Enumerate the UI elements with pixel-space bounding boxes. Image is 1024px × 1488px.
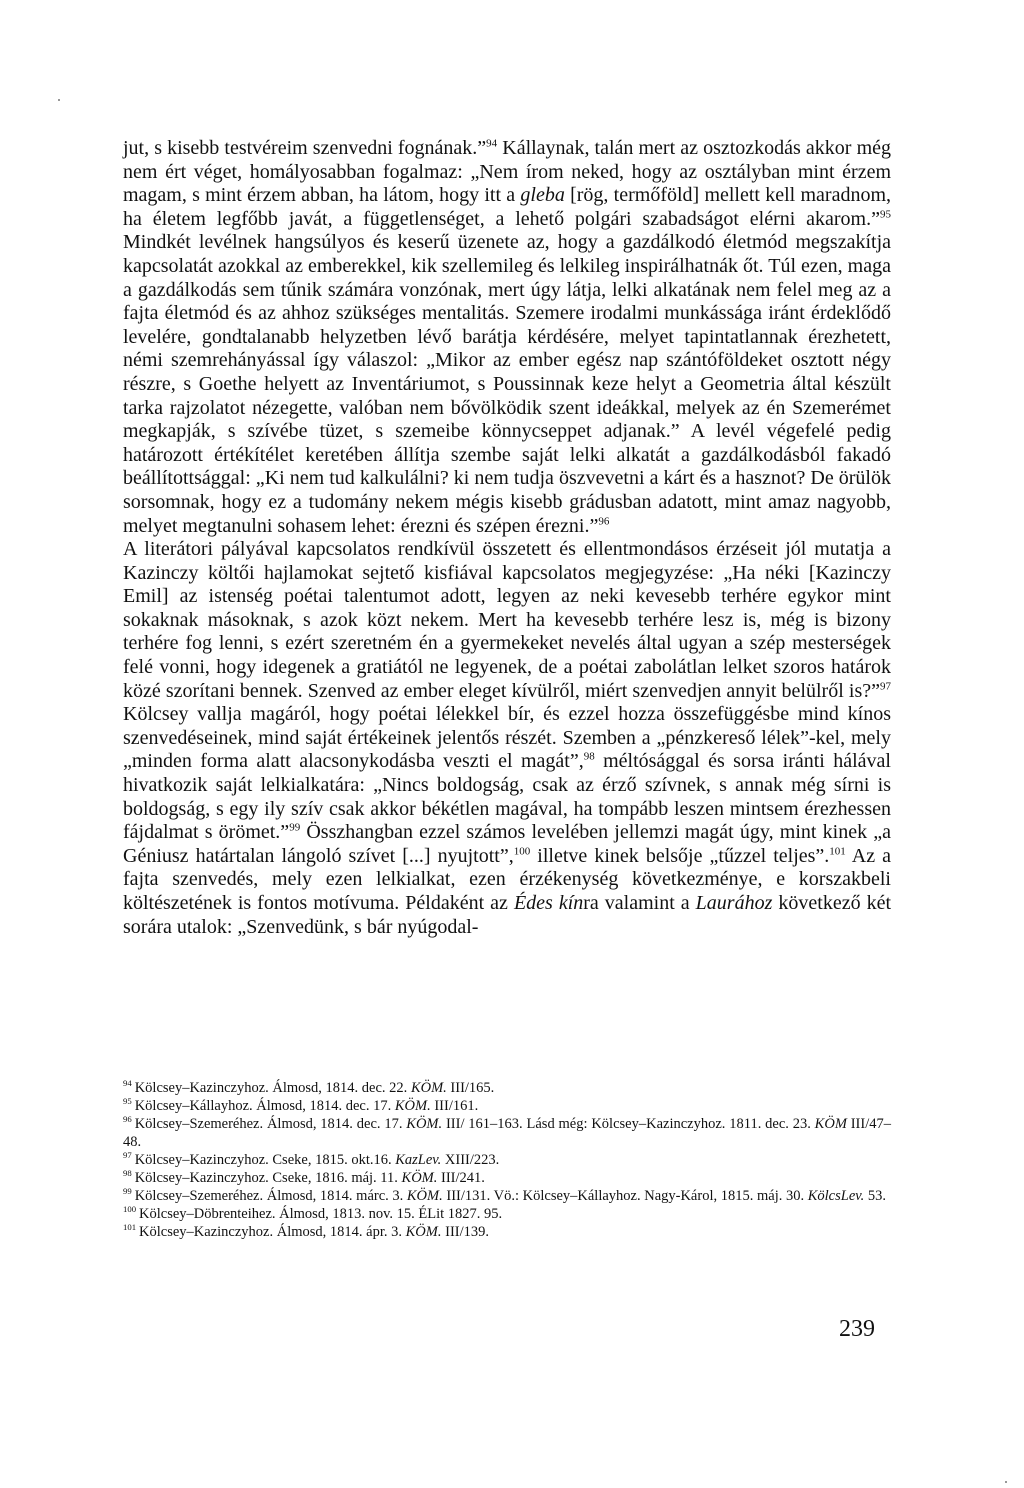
text-run: XIII/223.	[441, 1152, 500, 1168]
italic-text: KÖM.	[406, 1188, 443, 1204]
footnote-96	[123, 1115, 891, 1151]
text-run: Kölcsey–Szemeréhez. Álmosd, 1814. dec. 17.	[134, 1116, 407, 1132]
text-run: illetve kinek belsője „tűzzel teljes”.	[530, 844, 830, 867]
text-run: III/161.	[430, 1098, 479, 1114]
text-run: Kölcsey–Kállayhoz. Álmosd, 1814. dec. 17.	[134, 1098, 395, 1114]
footnote-99	[123, 1187, 891, 1205]
text-run: Az a fajta szenvedés, mely ezen lelkialkat, ezen érzékenység következménye, e korszakbeli költészetének is fontos motívuma. Példaként az	[123, 844, 892, 914]
text-run: [rög, termőföld] mellett kell maradnom, ha életem legfőbb javát, a függetlenséget, a lehető polgári szabadságot elérni akarom.”	[123, 184, 891, 230]
footnote-ref: 95	[880, 208, 891, 221]
italic-text: Édes kín	[513, 892, 584, 914]
italic-text: KazLev.	[395, 1152, 442, 1168]
footnote-number: 99	[123, 1186, 132, 1197]
scan-speck	[58, 99, 60, 101]
scan-speck	[1005, 1481, 1007, 1483]
text-run: III/139.	[441, 1224, 489, 1240]
text-run: Összhangban ezzel számos levelében jellemzi magát úgy, mint kinek „a Géniusz határtalan lángoló szívet [...] nyujtott”,	[123, 821, 892, 867]
footnote-100	[123, 1205, 891, 1223]
footnote-ref: 94	[486, 137, 498, 150]
footnote-number: 100	[123, 1204, 137, 1215]
text-run: Mindkét levélnek hangsúlyos és keserű üzenete az, hogy a gazdálkodó életmód megszakítja kapcsolatát azokkal az emberekkel, kik szellemileg és lelkileg inspirálhatnák őt. Túl ezen, maga a gazdálkodás sem tűnik számára vonzónak, mert úgy látja, lelki alkatának nem felel meg az a fajta életmód és az ahhoz szükséges mentalitás. Szemere irodalmi munkássága iránt érdeklődő levelére, gondtalanabb helyzetben lévő barátja kérdésére, melyet tapintatlannak érezhetett, némi szemrehányással így válaszol: „Mikor az ember egész nap szántóföldeket osztott négy részre, s Goethe helyett az Inventáriumot, s Poussinnak keze helyt a Geometria által készült tarka rajzolatot nézegette, valóban nem bővölködik szent ideákkal, melyek az én Szemerémet megkapják, s szívébe tüzet, s szemeibe könnycseppet adjanak.” A levél végefelé pedig határozott értékítélet keretében állítja szembe saját lelki alkatát a gazdálkodásból fakadó beállítottsággal: „Ki nem tud kalkulálni? ki nem tudja öszvevetni a kárt és a hasznot? De örülök sorsomnak, hogy ez a tudomány nekem mégis kisebb grádusban adatott, mint amaz nagyobb, melyet megtanulni sohasem lehet: érezni és szépen érezni.”	[123, 231, 891, 537]
footnote-95	[123, 1097, 891, 1115]
text-run: III/165.	[446, 1080, 495, 1096]
footnote-number: 101	[123, 1222, 137, 1233]
italic-text: KölcsLev.	[807, 1188, 865, 1204]
paragraph-2	[123, 538, 891, 939]
italic-text: KÖM.	[401, 1170, 438, 1186]
footnote-number: 96	[123, 1114, 132, 1125]
footnote-ref: 101	[829, 845, 846, 858]
footnote-number: 98	[123, 1168, 132, 1179]
italic-text: KÖM.	[410, 1080, 447, 1096]
italic-text: gleba	[520, 184, 565, 207]
text-run: Kállaynak, talán mert az osztozkodás akkor még nem ért véget, homályosabban fogalmaz: „Nem írom neked, hogy az osztályban mint érzem magam, s mint érzem abban, ha látom, hogy itt a	[123, 137, 891, 207]
text-run: 53.	[864, 1188, 886, 1204]
italic-text: Laurához	[695, 892, 773, 914]
text-run: Kölcsey–Kazinczyhoz. Álmosd, 1814. ápr. 3.	[139, 1224, 406, 1240]
text-run: III/131. Vö.: Kölcsey–Kállayhoz. Nagy-Károl, 1815. máj. 30.	[442, 1188, 808, 1204]
text-run: Kölcsey–Kazinczyhoz. Cseke, 1815. okt.16.	[134, 1152, 396, 1168]
text-run: Kölcsey–Döbrenteihez. Álmosd, 1813. nov. 15. ÉLit 1827. 95.	[139, 1206, 503, 1222]
italic-text: KÖM.	[405, 1224, 442, 1240]
footnotes	[123, 1079, 891, 1241]
footnote-ref: 96	[598, 514, 610, 527]
footnote-ref: 99	[289, 821, 301, 834]
text-run: III/ 161–163. Lásd még: Kölcsey–Kazinczyhoz. 1811. dec. 23.	[442, 1116, 815, 1132]
footnote-98	[123, 1169, 891, 1187]
text-run: Kölcsey–Kazinczyhoz. Álmosd, 1814. dec. 22.	[134, 1080, 411, 1096]
footnote-94	[123, 1079, 891, 1097]
text-run: következő két sorára utalok: „Szenvedünk, s bár nyúgodal-	[123, 892, 892, 938]
footnote-ref: 97	[880, 680, 891, 692]
footnote-97	[123, 1151, 891, 1169]
text-run: Kölcsey–Szemeréhez. Álmosd, 1814. márc. 3.	[134, 1188, 407, 1204]
footnote-ref: 100	[513, 845, 531, 858]
text-run: ra valamint a	[583, 892, 696, 914]
footnote-number: 94	[123, 1078, 132, 1089]
text-run: III/47–48.	[123, 1116, 891, 1150]
text-run: Kölcsey vallja magáról, hogy poétai lélekkel bír, és ezzel hozza összefüggésbe mind kínos szenvedéseinek, mind saját értékeinek jelentős részét. Szemben a „pénzkereső lélek”-kel, mely „minden forma alatt alacsonykodásba veszti el magát”,	[123, 703, 891, 773]
text-run: méltósággal és sorsa iránti hálával hivatkozik saját lelkialkatára: „Nincs boldogság, csak az érző szívnek, s annak még sírni is boldogság, s egy ily szív csak akkor békétlen magával, ha tompább leszen mintsem érezhessen fájdalmat s örömet.”	[123, 750, 891, 844]
text-run: III/241.	[437, 1170, 485, 1186]
paragraph-1	[123, 137, 891, 538]
body-text	[123, 137, 891, 939]
text-run: A literátori pályával kapcsolatos rendkívül összetett és ellentmondásos érzéseit jól mutatja a Kazinczy költői hajlamokat sejtető kisfiával kapcsolatos megjegyzése: „Ha néki [Kazinczy Emil] az istenség poétai talentumot adott, legyen az neki kevesebb terhére egykor mint sokaknak másoknak, s azok közt nekem. Mert ha kevesebb terhére lesz is, még is bizony terhére fog lenni, s ezért szeretném én a gyermekeket nevelés által ugyan a szép mesterségek felé vonni, hogy idegenek a gratiától ne legyenek, de a poétai zabolátlan lelket szoros határok közé szorítani bennek. Szenved az ember eleget kívülről, miért szenvedjen annyit belülről is?”	[123, 538, 891, 702]
footnote-number: 97	[123, 1150, 132, 1161]
italic-text: KÖM.	[406, 1116, 443, 1132]
italic-text: KÖM	[814, 1116, 847, 1132]
footnote-ref: 98	[583, 750, 595, 763]
italic-text: KÖM.	[394, 1098, 431, 1114]
text-run: jut, s kisebb testvéreim szenvedni fognának.”	[123, 137, 487, 159]
footnote-number: 95	[123, 1096, 132, 1107]
text-run: Kölcsey–Kazinczyhoz. Cseke, 1816. máj. 11.	[134, 1170, 402, 1186]
page-number: 239	[839, 1316, 875, 1342]
footnote-101	[123, 1223, 891, 1241]
